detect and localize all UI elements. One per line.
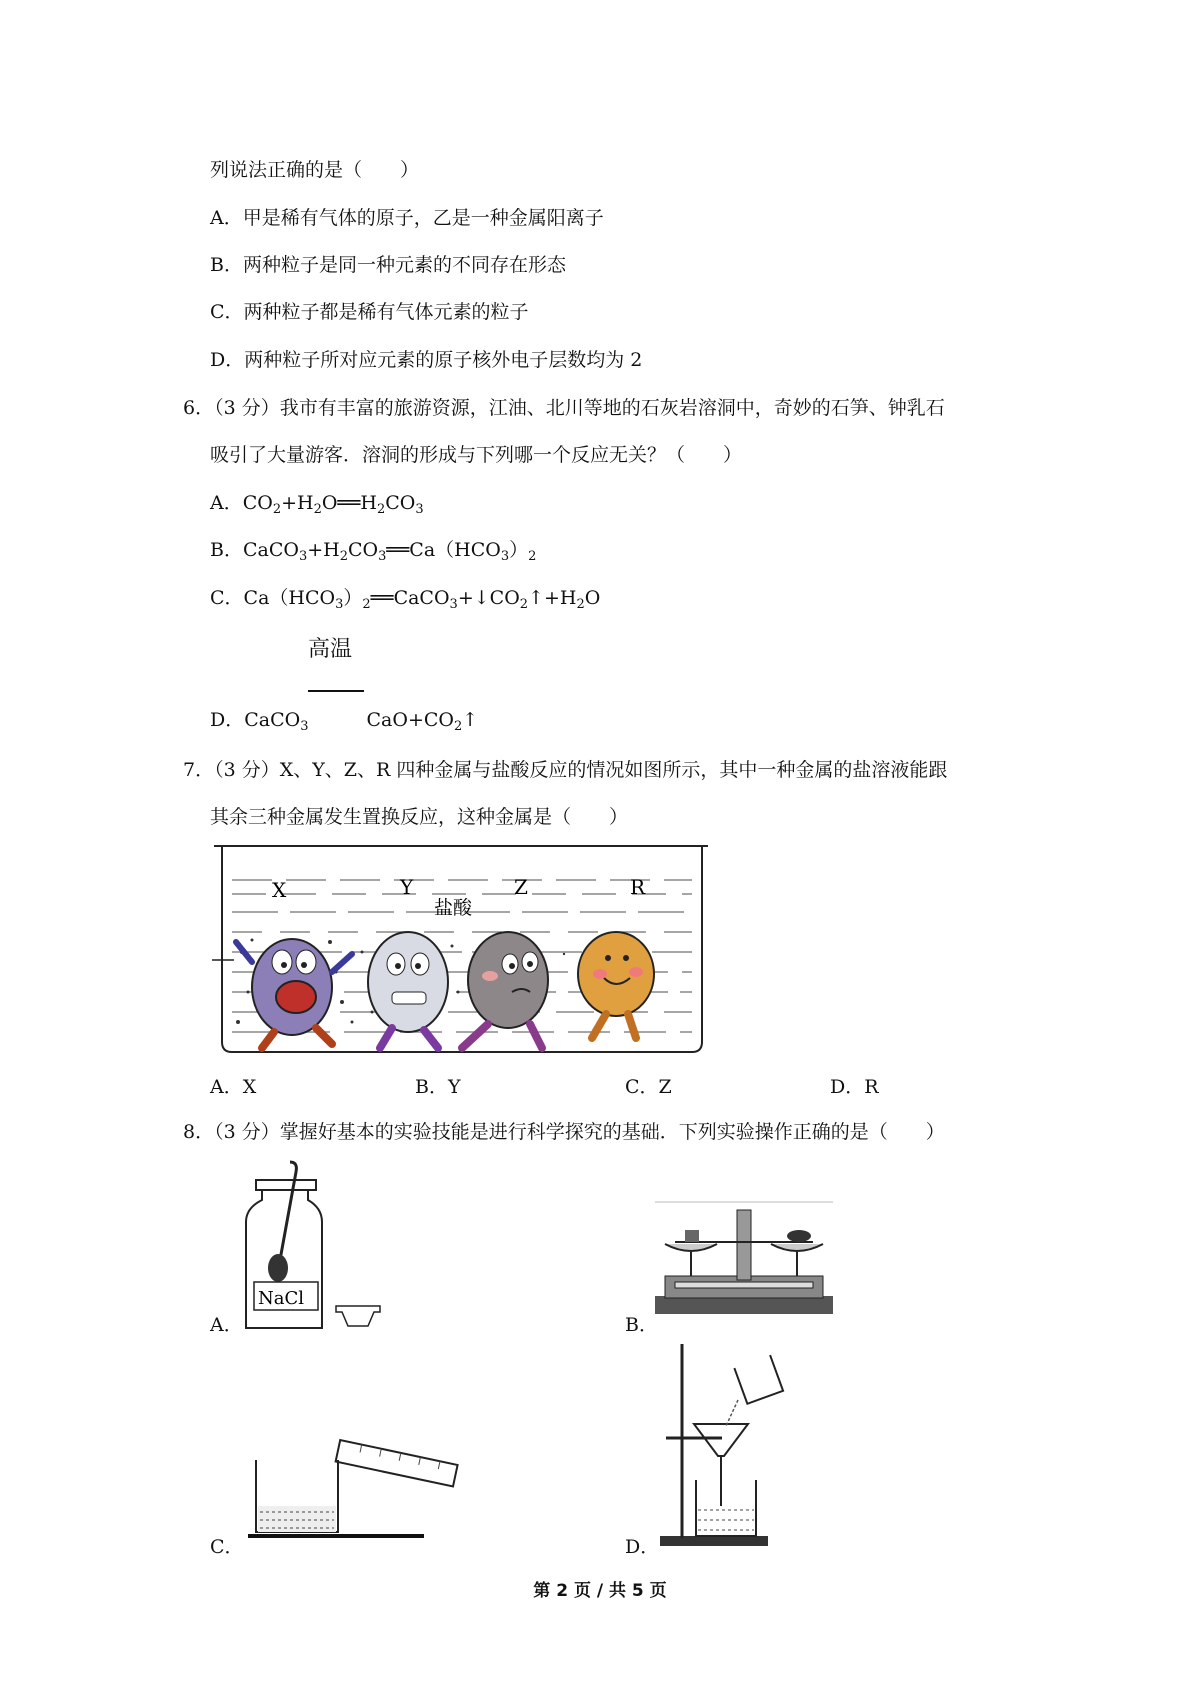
metal-label-y: Y — [400, 875, 414, 899]
reaction-condition-high-temp: 高温 — [308, 637, 353, 662]
q7-option-a: A．X — [210, 1076, 257, 1098]
q8-option-b: B． — [625, 1314, 658, 1336]
q5-option-a: A．甲是稀有气体的原子，乙是一种金属阳离子 — [210, 207, 604, 229]
q7-option-b: B．Y — [415, 1076, 461, 1098]
q7-stem: 7．（3 分）X、Y、Z、R 四种金属与盐酸反应的情况如图所示，其中一种金属的盐溶液能跟 — [183, 759, 948, 781]
q7-stem-line2: 其余三种金属发生置换反应，这种金属是（ ） — [210, 806, 629, 828]
q6-stem: 6．（3 分）我市有丰富的旅游资源，江油、北川等地的石灰岩溶洞中，奇妙的石笋、钟乳石 — [183, 397, 945, 419]
reaction-arrow-rule — [308, 690, 364, 692]
q5-option-b: B．两种粒子是同一种元素的不同存在形态 — [210, 254, 566, 276]
q6-option-c: C．$Ca(HCO_3)_2══CaCO_3+↓CO_2↑+H_2O$ — [210, 587, 601, 612]
metals-acid-figure — [212, 842, 712, 1057]
balance-figure — [655, 1200, 835, 1320]
q6-stem-line2: 吸引了大量游客．溶洞的形成与下列哪一个反应无关？（ ） — [210, 444, 743, 466]
pouring-cylinder-figure — [248, 1420, 468, 1550]
filtration-figure — [660, 1340, 810, 1550]
reagent-bottle-figure — [240, 1160, 390, 1335]
q6-option-d: D．CaCO$_3$ $CaO+CO_2↑$ — [210, 709, 479, 734]
q5-option-c: C．两种粒子都是稀有气体元素的粒子 — [210, 301, 529, 323]
q5-option-d: D．两种粒子所对应元素的原子核外电子层数均为 2 — [210, 349, 643, 371]
page-footer: 第 2 页 / 共 5 页 — [533, 1581, 667, 1601]
q7-option-d: D．R — [830, 1076, 879, 1098]
q8-option-c: C． — [210, 1536, 244, 1558]
q8-stem: 8．（3 分）掌握好基本的实验技能是进行科学探究的基础．下列实验操作正确的是（ ） — [183, 1121, 945, 1143]
q8-option-d: D． — [625, 1536, 660, 1558]
q7-option-c: C．Z — [625, 1076, 672, 1098]
q6-option-a: A．$CO_2+H_2O══H_2CO_3$ — [210, 492, 424, 517]
q6-option-b: B．$CaCO_3+H_2CO_3══Ca(HCO_3)_2$ — [210, 539, 537, 564]
metal-label-r: R — [630, 875, 646, 899]
metal-label-x: X — [272, 878, 287, 902]
acid-label: 盐酸 — [434, 897, 473, 919]
nacl-label: NaCl — [258, 1288, 305, 1309]
q5-stem-tail: 列说法正确的是（ ） — [210, 159, 420, 181]
metal-label-z: Z — [514, 875, 528, 899]
q8-option-a: A． — [210, 1314, 243, 1336]
